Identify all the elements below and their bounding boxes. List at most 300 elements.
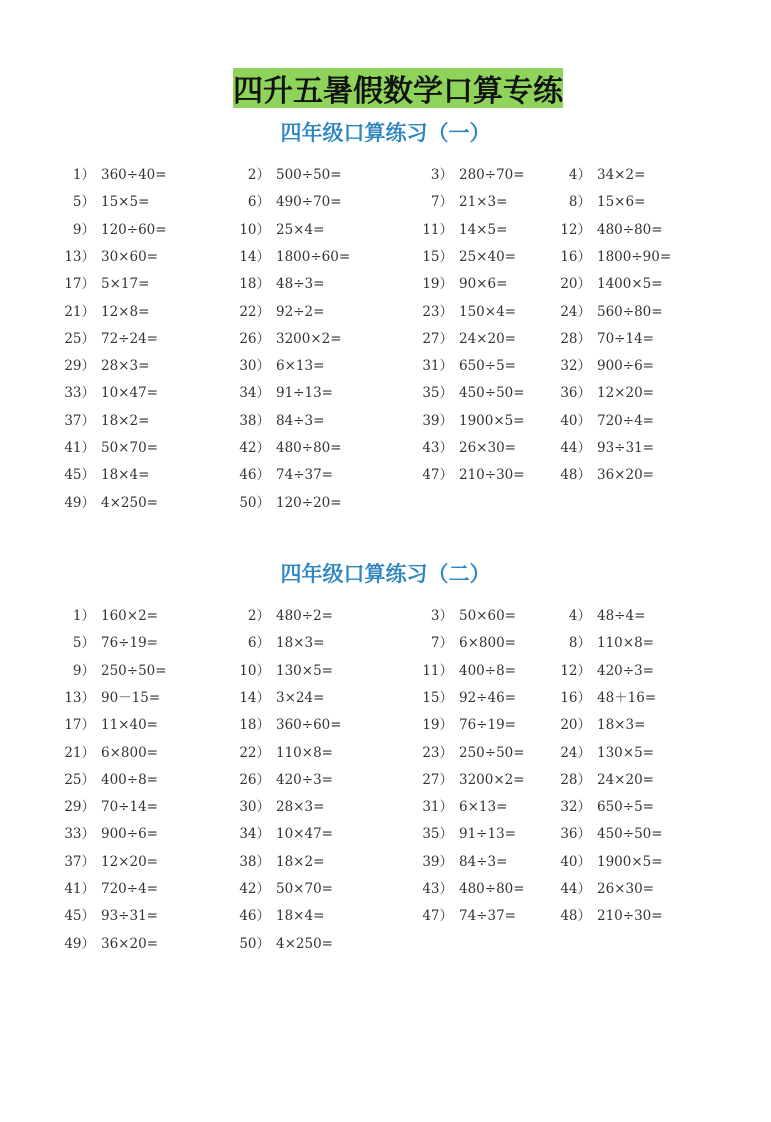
- problem-row: [0, 852, 771, 879]
- problem-item: [226, 438, 342, 458]
- problem-expression: 36×20=: [101, 935, 158, 952]
- problem-expression: 1900×5=: [597, 853, 663, 870]
- problem-expression: 480÷80=: [276, 440, 342, 456]
- problem-number: 7）: [430, 635, 453, 652]
- problem-item: [409, 192, 507, 212]
- problem-item: [51, 934, 158, 954]
- problem-expression: 480÷80=: [597, 221, 663, 238]
- problem-row: [0, 356, 771, 383]
- problem-item: [226, 852, 324, 872]
- problem-item: [409, 879, 525, 899]
- problem-item: [51, 356, 149, 376]
- problem-number: 39）: [422, 853, 453, 870]
- problem-expression: 48＋16=: [597, 689, 657, 706]
- problem-row: [0, 906, 771, 933]
- problem-expression: 14×5=: [459, 221, 508, 238]
- problem-item: [547, 274, 663, 294]
- problem-number: 15）: [422, 248, 453, 265]
- problem-item: [409, 824, 516, 844]
- problem-item: [51, 770, 158, 790]
- problem-expression: 28×3=: [101, 358, 150, 375]
- problem-item: [226, 220, 324, 240]
- problem-row: [0, 824, 771, 851]
- problem-number: 12）: [560, 662, 591, 679]
- problem-expression: 420÷3=: [276, 771, 333, 788]
- problem-expression: 210÷30=: [459, 467, 525, 484]
- problem-number: 19）: [422, 717, 453, 734]
- problem-item: [409, 770, 525, 790]
- problem-expression: 92÷46=: [459, 689, 516, 706]
- problem-number: 42）: [239, 881, 270, 897]
- problem-number: 46）: [239, 467, 270, 484]
- problem-expression: 25×40=: [459, 248, 516, 265]
- problem-row: [0, 302, 771, 329]
- problem-number: 34）: [239, 826, 270, 843]
- problem-item: [409, 743, 525, 763]
- problem-number: 41）: [64, 881, 95, 897]
- problem-expression: 130×5=: [597, 744, 654, 761]
- problem-item: [51, 247, 158, 267]
- problem-number: 38）: [239, 412, 270, 429]
- problem-item: [547, 411, 654, 431]
- problem-item: [226, 906, 324, 926]
- problem-item: [226, 165, 342, 185]
- problem-expression: 110×8=: [597, 635, 654, 652]
- problem-expression: 18×4=: [101, 467, 150, 484]
- problem-number: 36）: [560, 826, 591, 843]
- problem-expression: 250÷50=: [459, 744, 525, 761]
- problem-number: 6）: [247, 635, 270, 652]
- problem-expression: 25×4=: [276, 221, 325, 238]
- problem-item: [226, 606, 333, 626]
- problem-item: [226, 743, 333, 763]
- problem-item: [409, 274, 507, 294]
- problem-item: [547, 633, 654, 653]
- problem-number: 43）: [422, 881, 453, 897]
- problem-item: [226, 383, 333, 403]
- problem-row: [0, 493, 771, 520]
- problem-item: [547, 797, 654, 817]
- problem-expression: 15×6=: [597, 194, 646, 211]
- problem-row: [0, 606, 771, 633]
- problem-row: [0, 743, 771, 770]
- problem-number: 48）: [560, 467, 591, 484]
- problem-number: 14）: [239, 689, 270, 706]
- problem-row: [0, 770, 771, 797]
- problem-row: [0, 879, 771, 906]
- problem-number: 5）: [72, 635, 95, 652]
- problem-item: [409, 852, 507, 872]
- problem-expression: 160×2=: [101, 608, 158, 624]
- problem-item: [51, 329, 158, 349]
- problem-number: 25）: [64, 771, 95, 788]
- problem-item: [226, 302, 324, 322]
- problem-expression: 650÷5=: [459, 358, 516, 375]
- problem-expression: 6×13=: [276, 358, 325, 375]
- problem-number: 18）: [239, 276, 270, 293]
- problem-number: 43）: [422, 440, 453, 456]
- problem-number: 37）: [64, 412, 95, 429]
- problem-row: [0, 715, 771, 742]
- problem-item: [409, 247, 516, 267]
- problem-expression: 92÷2=: [276, 303, 325, 320]
- problem-expression: 24×20=: [597, 771, 654, 788]
- problem-item: [547, 383, 654, 403]
- problem-expression: 70÷14=: [597, 330, 654, 347]
- section-title-1: 四年级口算练习（一）: [280, 120, 491, 145]
- problem-expression: 400÷8=: [459, 662, 516, 679]
- problem-row: [0, 633, 771, 660]
- section-title-2: 四年级口算练习（二）: [280, 561, 491, 586]
- problem-number: 20）: [560, 717, 591, 734]
- problem-item: [409, 465, 525, 485]
- problem-expression: 91÷13=: [459, 826, 516, 843]
- problem-expression: 84÷3=: [459, 853, 508, 870]
- problem-number: 27）: [422, 771, 453, 788]
- problem-expression: 12×8=: [101, 303, 150, 320]
- problem-row: [0, 797, 771, 824]
- problem-item: [547, 906, 663, 926]
- problem-expression: 18×2=: [101, 412, 150, 429]
- problem-item: [409, 606, 516, 626]
- problem-expression: 24×20=: [459, 330, 516, 347]
- problem-expression: 1900×5=: [459, 412, 525, 429]
- problem-expression: 26×30=: [459, 440, 516, 456]
- problem-expression: 72÷24=: [101, 330, 158, 347]
- problem-expression: 900÷6=: [101, 826, 158, 843]
- problem-row: [0, 383, 771, 410]
- problem-item: [409, 220, 507, 240]
- problem-number: 37）: [64, 853, 95, 870]
- problem-number: 1）: [72, 167, 95, 183]
- problem-number: 13）: [64, 248, 95, 265]
- problem-item: [51, 688, 160, 708]
- problem-number: 50）: [239, 935, 270, 952]
- problem-expression: 6×800=: [459, 635, 516, 652]
- problem-number: 47）: [422, 467, 453, 484]
- problem-expression: 48÷4=: [597, 608, 646, 624]
- main-title-banner: [233, 68, 563, 108]
- problem-expression: 360÷60=: [276, 717, 342, 734]
- problem-number: 28）: [560, 330, 591, 347]
- problem-number: 29）: [64, 358, 95, 375]
- problem-item: [226, 329, 342, 349]
- problem-expression: 30×60=: [101, 248, 158, 265]
- problem-number: 22）: [239, 303, 270, 320]
- problem-item: [226, 797, 324, 817]
- problem-number: 23）: [422, 744, 453, 761]
- problem-number: 38）: [239, 853, 270, 870]
- problem-item: [226, 688, 324, 708]
- problem-number: 32）: [560, 799, 591, 816]
- problem-number: 23）: [422, 303, 453, 320]
- main-title: 四升五暑假数学口算专练: [233, 74, 563, 109]
- problem-expression: 15×5=: [101, 194, 150, 211]
- problem-number: 11）: [422, 662, 453, 679]
- problem-expression: 90×6=: [459, 276, 508, 293]
- problem-expression: 3×24=: [276, 689, 325, 706]
- problem-number: 48）: [560, 908, 591, 925]
- problem-item: [226, 879, 333, 899]
- problem-item: [547, 606, 645, 626]
- problem-expression: 12×20=: [101, 853, 158, 870]
- problem-expression: 76÷19=: [101, 635, 158, 652]
- problem-item: [226, 661, 333, 681]
- problem-expression: 720÷4=: [101, 881, 158, 897]
- problem-expression: 21×3=: [459, 194, 508, 211]
- problem-item: [409, 438, 516, 458]
- problem-number: 19）: [422, 276, 453, 293]
- problem-number: 10）: [239, 662, 270, 679]
- problem-row: [0, 274, 771, 301]
- problem-item: [547, 852, 663, 872]
- problem-number: 31）: [422, 799, 453, 816]
- problem-number: 21）: [64, 303, 95, 320]
- problem-item: [409, 715, 516, 735]
- problem-row: [0, 688, 771, 715]
- problem-number: 30）: [239, 799, 270, 816]
- problem-expression: 3200×2=: [276, 330, 342, 347]
- problem-item: [226, 465, 333, 485]
- problem-item: [409, 302, 516, 322]
- problem-row: [0, 438, 771, 465]
- problem-item: [226, 934, 333, 954]
- problem-item: [226, 493, 342, 513]
- problem-number: 47）: [422, 908, 453, 925]
- problem-expression: 36×20=: [597, 467, 654, 484]
- problem-number: 36）: [560, 385, 591, 402]
- problem-item: [51, 274, 149, 294]
- problem-row: [0, 465, 771, 492]
- problem-item: [51, 633, 158, 653]
- problem-expression: 480÷80=: [459, 881, 525, 897]
- problem-item: [409, 165, 525, 185]
- problem-item: [547, 329, 654, 349]
- problem-expression: 360÷40=: [101, 167, 167, 183]
- problem-expression: 420÷3=: [597, 662, 654, 679]
- problem-item: [51, 743, 158, 763]
- problem-expression: 500÷50=: [276, 167, 342, 183]
- problem-number: 2）: [247, 608, 270, 624]
- problem-expression: 130×5=: [276, 662, 333, 679]
- problem-item: [409, 906, 516, 926]
- problem-item: [409, 688, 516, 708]
- problem-expression: 1800÷60=: [276, 248, 351, 265]
- problem-number: 16）: [560, 689, 591, 706]
- problem-expression: 280÷70=: [459, 167, 525, 183]
- problem-item: [547, 465, 654, 485]
- problem-item: [547, 192, 645, 212]
- problem-number: 32）: [560, 358, 591, 375]
- problem-item: [547, 247, 671, 267]
- problem-expression: 11×40=: [101, 717, 158, 734]
- problem-item: [226, 356, 324, 376]
- problem-expression: 1400×5=: [597, 276, 663, 293]
- problem-item: [51, 661, 167, 681]
- problem-number: 35）: [422, 385, 453, 402]
- problem-number: 21）: [64, 744, 95, 761]
- problem-number: 8）: [568, 635, 591, 652]
- problem-expression: 720÷4=: [597, 412, 654, 429]
- problem-number: 46）: [239, 908, 270, 925]
- problem-item: [51, 411, 149, 431]
- problem-item: [51, 715, 158, 735]
- problem-expression: 450÷50=: [459, 385, 525, 402]
- problem-expression: 900÷6=: [597, 358, 654, 375]
- problem-number: 9）: [72, 221, 95, 238]
- problem-expression: 6×800=: [101, 744, 158, 761]
- problem-item: [51, 383, 158, 403]
- problem-expression: 76÷19=: [459, 717, 516, 734]
- problem-row: [0, 411, 771, 438]
- problem-number: 31）: [422, 358, 453, 375]
- problem-expression: 74÷37=: [276, 467, 333, 484]
- problem-number: 49）: [64, 494, 95, 511]
- problem-item: [51, 438, 158, 458]
- problem-expression: 4×250=: [276, 935, 333, 952]
- problem-row: [0, 247, 771, 274]
- problem-number: 50）: [239, 494, 270, 511]
- problem-item: [409, 633, 516, 653]
- problem-row: [0, 220, 771, 247]
- problem-expression: 450÷50=: [597, 826, 663, 843]
- problem-expression: 560÷80=: [597, 303, 663, 320]
- problem-number: 26）: [239, 771, 270, 788]
- problem-item: [547, 715, 645, 735]
- problem-item: [409, 356, 516, 376]
- problem-number: 20）: [560, 276, 591, 293]
- problem-expression: 50×70=: [101, 440, 158, 456]
- problem-expression: 50×60=: [459, 608, 516, 624]
- problem-item: [226, 274, 324, 294]
- problem-number: 40）: [560, 853, 591, 870]
- problem-number: 39）: [422, 412, 453, 429]
- problem-number: 4）: [568, 608, 591, 624]
- problem-number: 40）: [560, 412, 591, 429]
- problem-expression: 74÷37=: [459, 908, 516, 925]
- problem-expression: 480÷2=: [276, 608, 333, 624]
- problem-number: 16）: [560, 248, 591, 265]
- problem-item: [409, 383, 525, 403]
- problem-item: [51, 879, 158, 899]
- problem-item: [226, 770, 333, 790]
- problem-item: [51, 165, 167, 185]
- problem-number: 24）: [560, 744, 591, 761]
- problem-expression: 84÷3=: [276, 412, 325, 429]
- problem-item: [547, 302, 663, 322]
- problem-item: [547, 688, 656, 708]
- problem-expression: 5×17=: [101, 276, 150, 293]
- problem-number: 24）: [560, 303, 591, 320]
- problem-row: [0, 165, 771, 192]
- problem-number: 45）: [64, 908, 95, 925]
- problem-expression: 210÷30=: [597, 908, 663, 925]
- problem-number: 5）: [72, 194, 95, 211]
- problem-expression: 34×2=: [597, 167, 646, 183]
- problem-item: [51, 220, 167, 240]
- problem-number: 33）: [64, 385, 95, 402]
- problem-number: 26）: [239, 330, 270, 347]
- problem-item: [409, 661, 516, 681]
- problem-expression: 18×2=: [276, 853, 325, 870]
- problem-number: 49）: [64, 935, 95, 952]
- problem-number: 41）: [64, 440, 95, 456]
- problem-expression: 10×47=: [101, 385, 158, 402]
- problem-number: 44）: [560, 881, 591, 897]
- problem-expression: 18×3=: [597, 717, 646, 734]
- problem-number: 33）: [64, 826, 95, 843]
- problem-item: [51, 797, 158, 817]
- problem-item: [51, 302, 149, 322]
- problem-expression: 48÷3=: [276, 276, 325, 293]
- problem-expression: 12×20=: [597, 385, 654, 402]
- problem-expression: 3200×2=: [459, 771, 525, 788]
- problem-number: 18）: [239, 717, 270, 734]
- problem-row: [0, 934, 771, 961]
- problem-number: 27）: [422, 330, 453, 347]
- problem-item: [409, 797, 507, 817]
- problem-number: 1）: [72, 608, 95, 624]
- problem-item: [547, 438, 654, 458]
- problem-number: 44）: [560, 440, 591, 456]
- problem-item: [547, 824, 663, 844]
- problem-expression: 6×13=: [459, 799, 508, 816]
- problem-expression: 150×4=: [459, 303, 516, 320]
- problem-expression: 4×250=: [101, 494, 158, 511]
- problem-item: [226, 715, 342, 735]
- problem-expression: 91÷13=: [276, 385, 333, 402]
- problem-item: [547, 165, 645, 185]
- problem-expression: 120÷20=: [276, 494, 342, 511]
- problem-expression: 18×3=: [276, 635, 325, 652]
- problem-item: [409, 411, 525, 431]
- problem-item: [51, 493, 158, 513]
- problem-expression: 490÷70=: [276, 194, 342, 211]
- problem-item: [547, 356, 654, 376]
- problem-row: [0, 661, 771, 688]
- problem-expression: 26×30=: [597, 881, 654, 897]
- problem-item: [226, 192, 342, 212]
- problem-number: 9）: [72, 662, 95, 679]
- problem-item: [547, 770, 654, 790]
- problem-number: 25）: [64, 330, 95, 347]
- problem-expression: 110×8=: [276, 744, 333, 761]
- problem-number: 6）: [247, 194, 270, 211]
- problem-item: [51, 606, 158, 626]
- problem-number: 17）: [64, 717, 95, 734]
- problem-expression: 120÷60=: [101, 221, 167, 238]
- problem-item: [226, 824, 333, 844]
- problem-number: 7）: [430, 194, 453, 211]
- problem-expression: 28×3=: [276, 799, 325, 816]
- problem-row: [0, 192, 771, 219]
- problem-expression: 10×47=: [276, 826, 333, 843]
- problem-item: [547, 661, 654, 681]
- problem-number: 45）: [64, 467, 95, 484]
- problem-number: 12）: [560, 221, 591, 238]
- problem-item: [226, 411, 324, 431]
- problem-item: [51, 852, 158, 872]
- problem-expression: 250÷50=: [101, 662, 167, 679]
- problem-item: [51, 192, 149, 212]
- problem-item: [51, 906, 158, 926]
- problem-number: 22）: [239, 744, 270, 761]
- problem-number: 30）: [239, 358, 270, 375]
- problem-number: 10）: [239, 221, 270, 238]
- problem-expression: 70÷14=: [101, 799, 158, 816]
- problem-item: [547, 220, 663, 240]
- problem-item: [51, 824, 158, 844]
